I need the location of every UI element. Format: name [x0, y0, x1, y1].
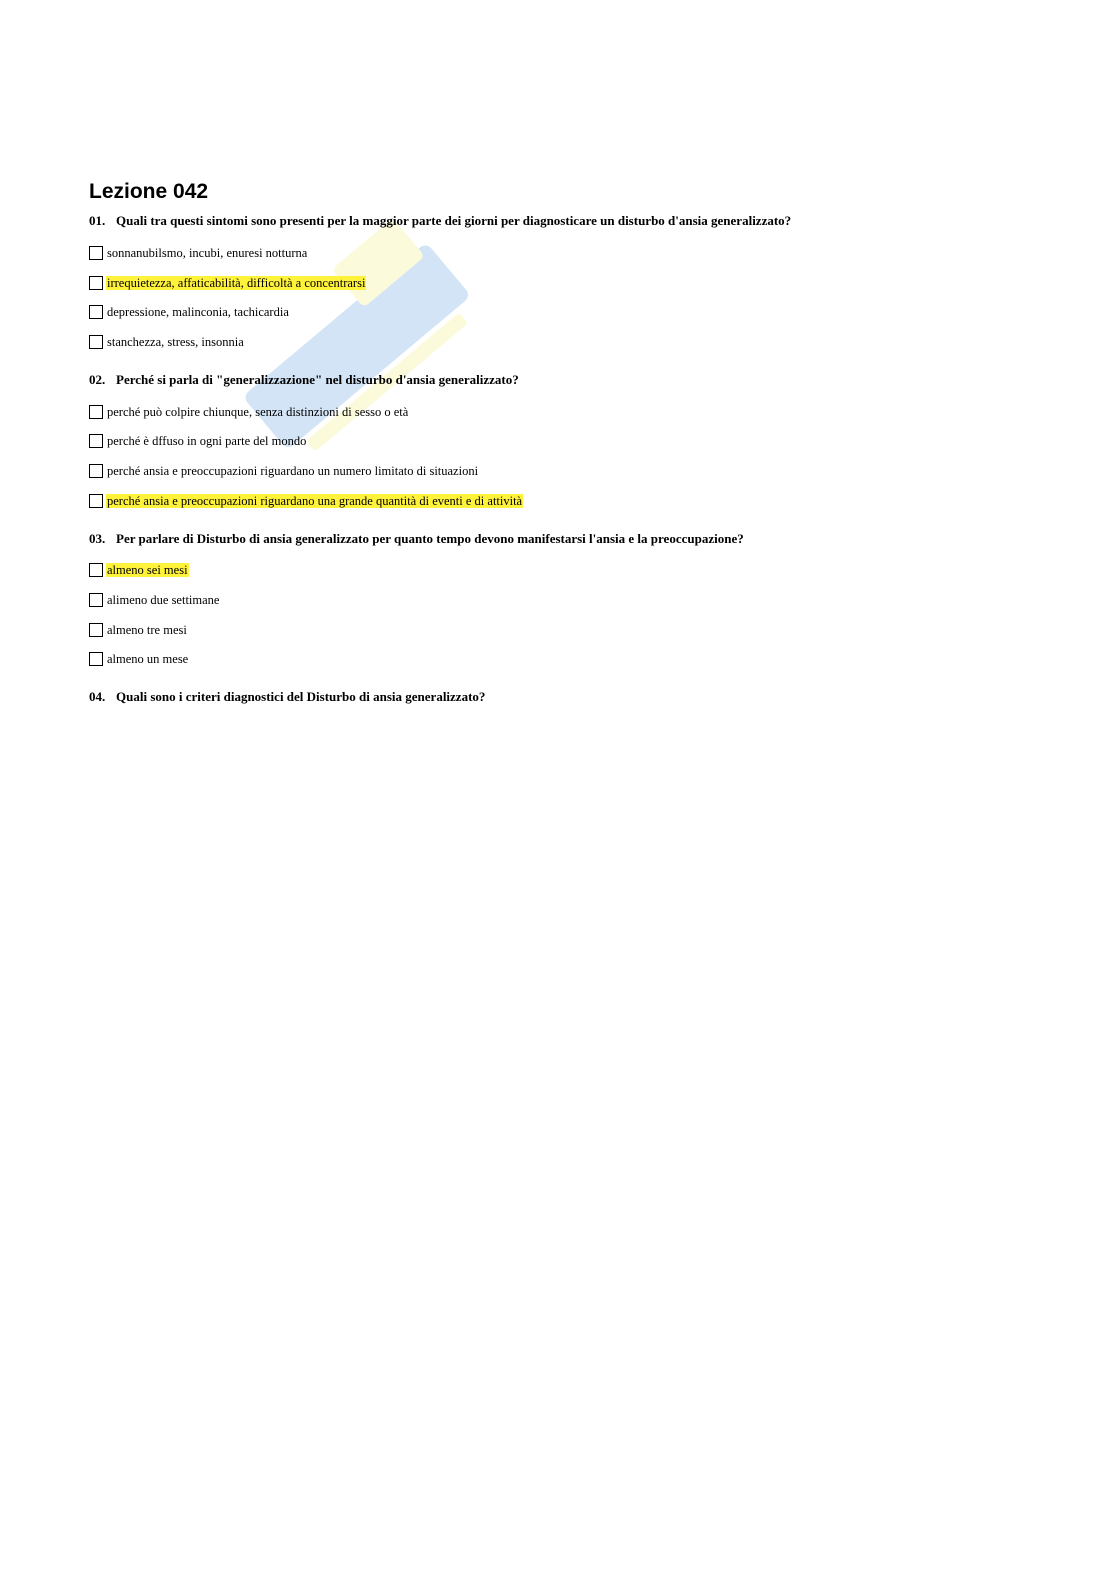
question-prompt: Per parlare di Disturbo di ansia generalizzato per quanto tempo devono manifestarsi l'ansia e la preoccupazione? [116, 530, 744, 546]
checkbox[interactable] [89, 335, 103, 349]
checkbox[interactable] [89, 405, 103, 419]
question-text [89, 530, 1049, 548]
answer-label: sonnanubilsmo, incubi, enuresi notturna [107, 245, 308, 260]
answer-label-highlighted: almeno sei mesi [107, 563, 188, 578]
question-prompt: Quali tra questi sintomi sono presenti per la maggior parte dei giorni per diagnosticare un disturbo d'ansia generalizzato? [116, 213, 792, 228]
question-prompt: Perché si parla di "generalizzazione" nel disturbo d'ansia generalizzato? [116, 371, 519, 387]
question-01 [89, 212, 1049, 357]
checkbox[interactable] [89, 276, 103, 290]
page-content [89, 176, 1049, 706]
answer-option[interactable] [89, 456, 1049, 486]
answer-option[interactable] [89, 327, 1049, 357]
answer-option[interactable] [89, 268, 1049, 298]
answer-option[interactable] [89, 238, 1049, 268]
answer-label-highlighted: irrequietezza, affaticabilità, difficoltà a concentrarsi [107, 275, 366, 290]
answer-label: perché ansia e preoccupazioni riguardano un numero limitato di situazioni [107, 463, 479, 478]
answer-label: almeno tre mesi [107, 622, 187, 637]
answer-option[interactable] [89, 486, 1049, 516]
question-number: 04. [89, 689, 106, 705]
answer-list [89, 397, 1049, 516]
checkbox[interactable] [89, 464, 103, 478]
answer-list [89, 238, 1049, 357]
answer-label: perché è dffuso in ogni parte del mondo [107, 434, 307, 449]
question-text [89, 212, 1049, 230]
checkbox[interactable] [89, 593, 103, 607]
answer-label-highlighted: perché ansia e preoccupazioni riguardano una grande quantità di eventi e di attività [107, 493, 523, 508]
checkbox[interactable] [89, 623, 103, 637]
answer-option[interactable] [89, 297, 1049, 327]
checkbox[interactable] [89, 563, 103, 577]
answer-label: almeno un mese [107, 652, 189, 667]
answer-option[interactable] [89, 556, 1049, 586]
question-number: 02. [89, 371, 106, 387]
question-text [89, 371, 1049, 389]
answer-option[interactable] [89, 426, 1049, 456]
lesson-title: Lezione 042 [89, 180, 209, 203]
answer-option[interactable] [89, 397, 1049, 427]
answer-label: alimeno due settimane [107, 593, 220, 608]
question-prompt: Quali sono i criteri diagnostici del Disturbo di ansia generalizzato? [116, 689, 486, 705]
answer-option[interactable] [89, 645, 1049, 675]
question-number: 01. [89, 213, 106, 228]
checkbox[interactable] [89, 652, 103, 666]
question-number: 03. [89, 530, 106, 546]
checkbox[interactable] [89, 246, 103, 260]
answer-list [89, 556, 1049, 675]
answer-option[interactable] [89, 585, 1049, 615]
answer-label: stanchezza, stress, insonnia [107, 334, 244, 349]
question-text [89, 688, 1049, 706]
question-03 [89, 530, 1049, 675]
checkbox[interactable] [89, 305, 103, 319]
checkbox[interactable] [89, 494, 103, 508]
answer-option[interactable] [89, 615, 1049, 645]
checkbox[interactable] [89, 434, 103, 448]
question-02 [89, 371, 1049, 516]
answer-label: perché può colpire chiunque, senza distinzioni di sesso o età [107, 404, 409, 419]
answer-label: depressione, malinconia, tachicardia [107, 305, 289, 320]
question-04 [89, 688, 1049, 706]
